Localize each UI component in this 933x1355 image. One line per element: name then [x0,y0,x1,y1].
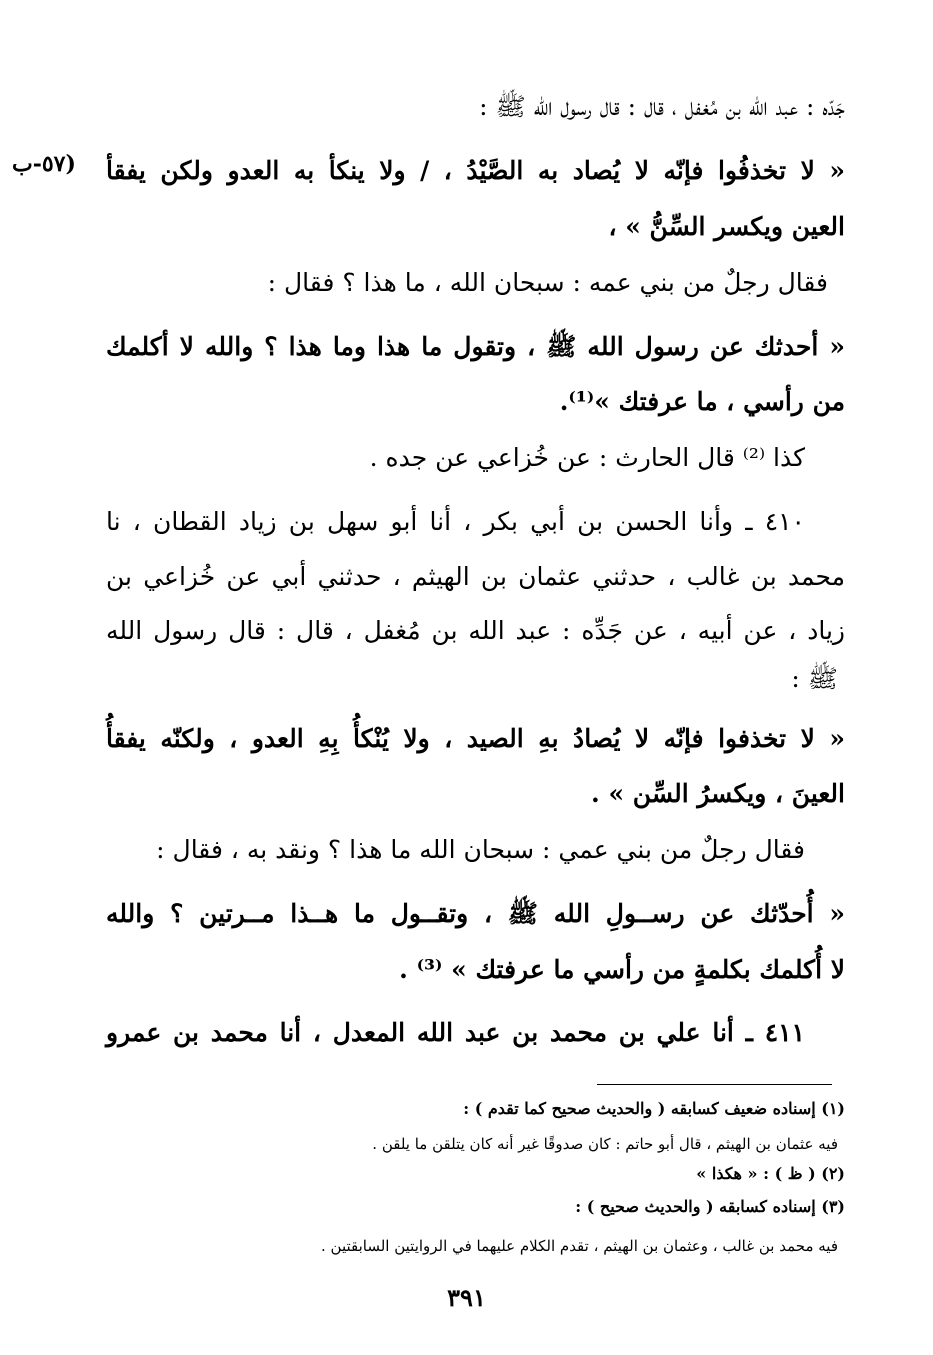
footnote-1-heading: (١) إسناده ضعيف كسابقه ( والحديث صحيح كما تقدم ) : [463,1099,845,1118]
text-line-11: ﷺ : [791,664,838,693]
text-line-13: العينَ ، ويكسرُ السِّن » . [591,779,845,808]
text-line-15: « أُحدّثك عن رســولِ الله ﷺ ، وتقــول ما هــذا مــرتين ؟ والله [106,899,845,928]
footnote-separator [597,1084,832,1085]
footnote-1-text: فيه عثمان بن الهيثم ، قال أبو حاتم : كان صدوقًا غير أنه كان يتلقن ما يلقن . [372,1135,838,1153]
text-line-16: لا أُكلمك بكلمةٍ من رأسي ما عرفتك » ⁽³⁾ . [399,955,845,984]
text-line-14: فقال رجلٌ من بني عمي : سبحان الله ما هذا ؟ ونقد به ، فقال : [156,835,805,864]
text-line-4: فقال رجلٌ من بني عمه : سبحان الله ، ما هذا ؟ فقال : [267,268,828,297]
text-line-7: كذا ⁽²⁾ قال الحارث : عن خُزاعي عن جده . [369,443,805,472]
text-line-9: محمد بن غالب ، حدثني عثمان بن الهيثم ، حدثني أبي عن خُزاعي بن [106,562,845,591]
footnote-3-text: فيه محمد بن غالب ، وعثمان بن الهيثم ، تقدم الكلام عليهما في الروايتين السابقتين . [321,1237,838,1255]
page-number: ٣٩١ [447,1283,486,1312]
footnote-3-heading: (٣) إسناده كسابقه ( والحديث صحيح ) : [575,1197,845,1216]
text-line-6: من رأسي ، ما عرفتك »⁽¹⁾. [559,387,845,416]
text-line-3: العين ويكسر السِّنُّ » ، [608,212,845,241]
text-line-8: ٤١٠ ـ وأنا الحسن بن أبي بكر ، أنا أبو سهل بن زياد القطان ، نا [106,507,805,536]
text-line-12: « لا تخذفوا فإنّه لا يُصادُ بهِ الصيد ، ولا يُنْكأُ بِهِ العدو ، ولكنّه يفقأُ [106,724,845,753]
text-line-2: « لا تخذفُوا فإنّه لا يُصاد به الصَّيْدُ ، / ولا ينكأ به العدو ولكن يفقأ [106,156,845,185]
text-line-17: ٤١١ ـ أنا علي بن محمد بن عبد الله المعدل ، أنا محمد بن عمرو [106,1018,805,1047]
text-line-10: زياد ، عن أبيه ، عن جَدِّه : عبد الله بن مُغفل ، قال : قال رسول الله [106,616,845,645]
margin-folio-note: (٥٧-ب [12,151,76,177]
footnote-2: (٢) ( ظ ) : « هكذا » [696,1164,845,1183]
text-line-5: « أحدثك عن رسول الله ﷺ ، وتقول ما هذا وما هذا ؟ والله لا أكلمك [106,332,845,361]
text-line-1: جَدّه : عبد الله بن مُغفل ، قال : قال رسول الله ﷺ : [479,92,845,121]
